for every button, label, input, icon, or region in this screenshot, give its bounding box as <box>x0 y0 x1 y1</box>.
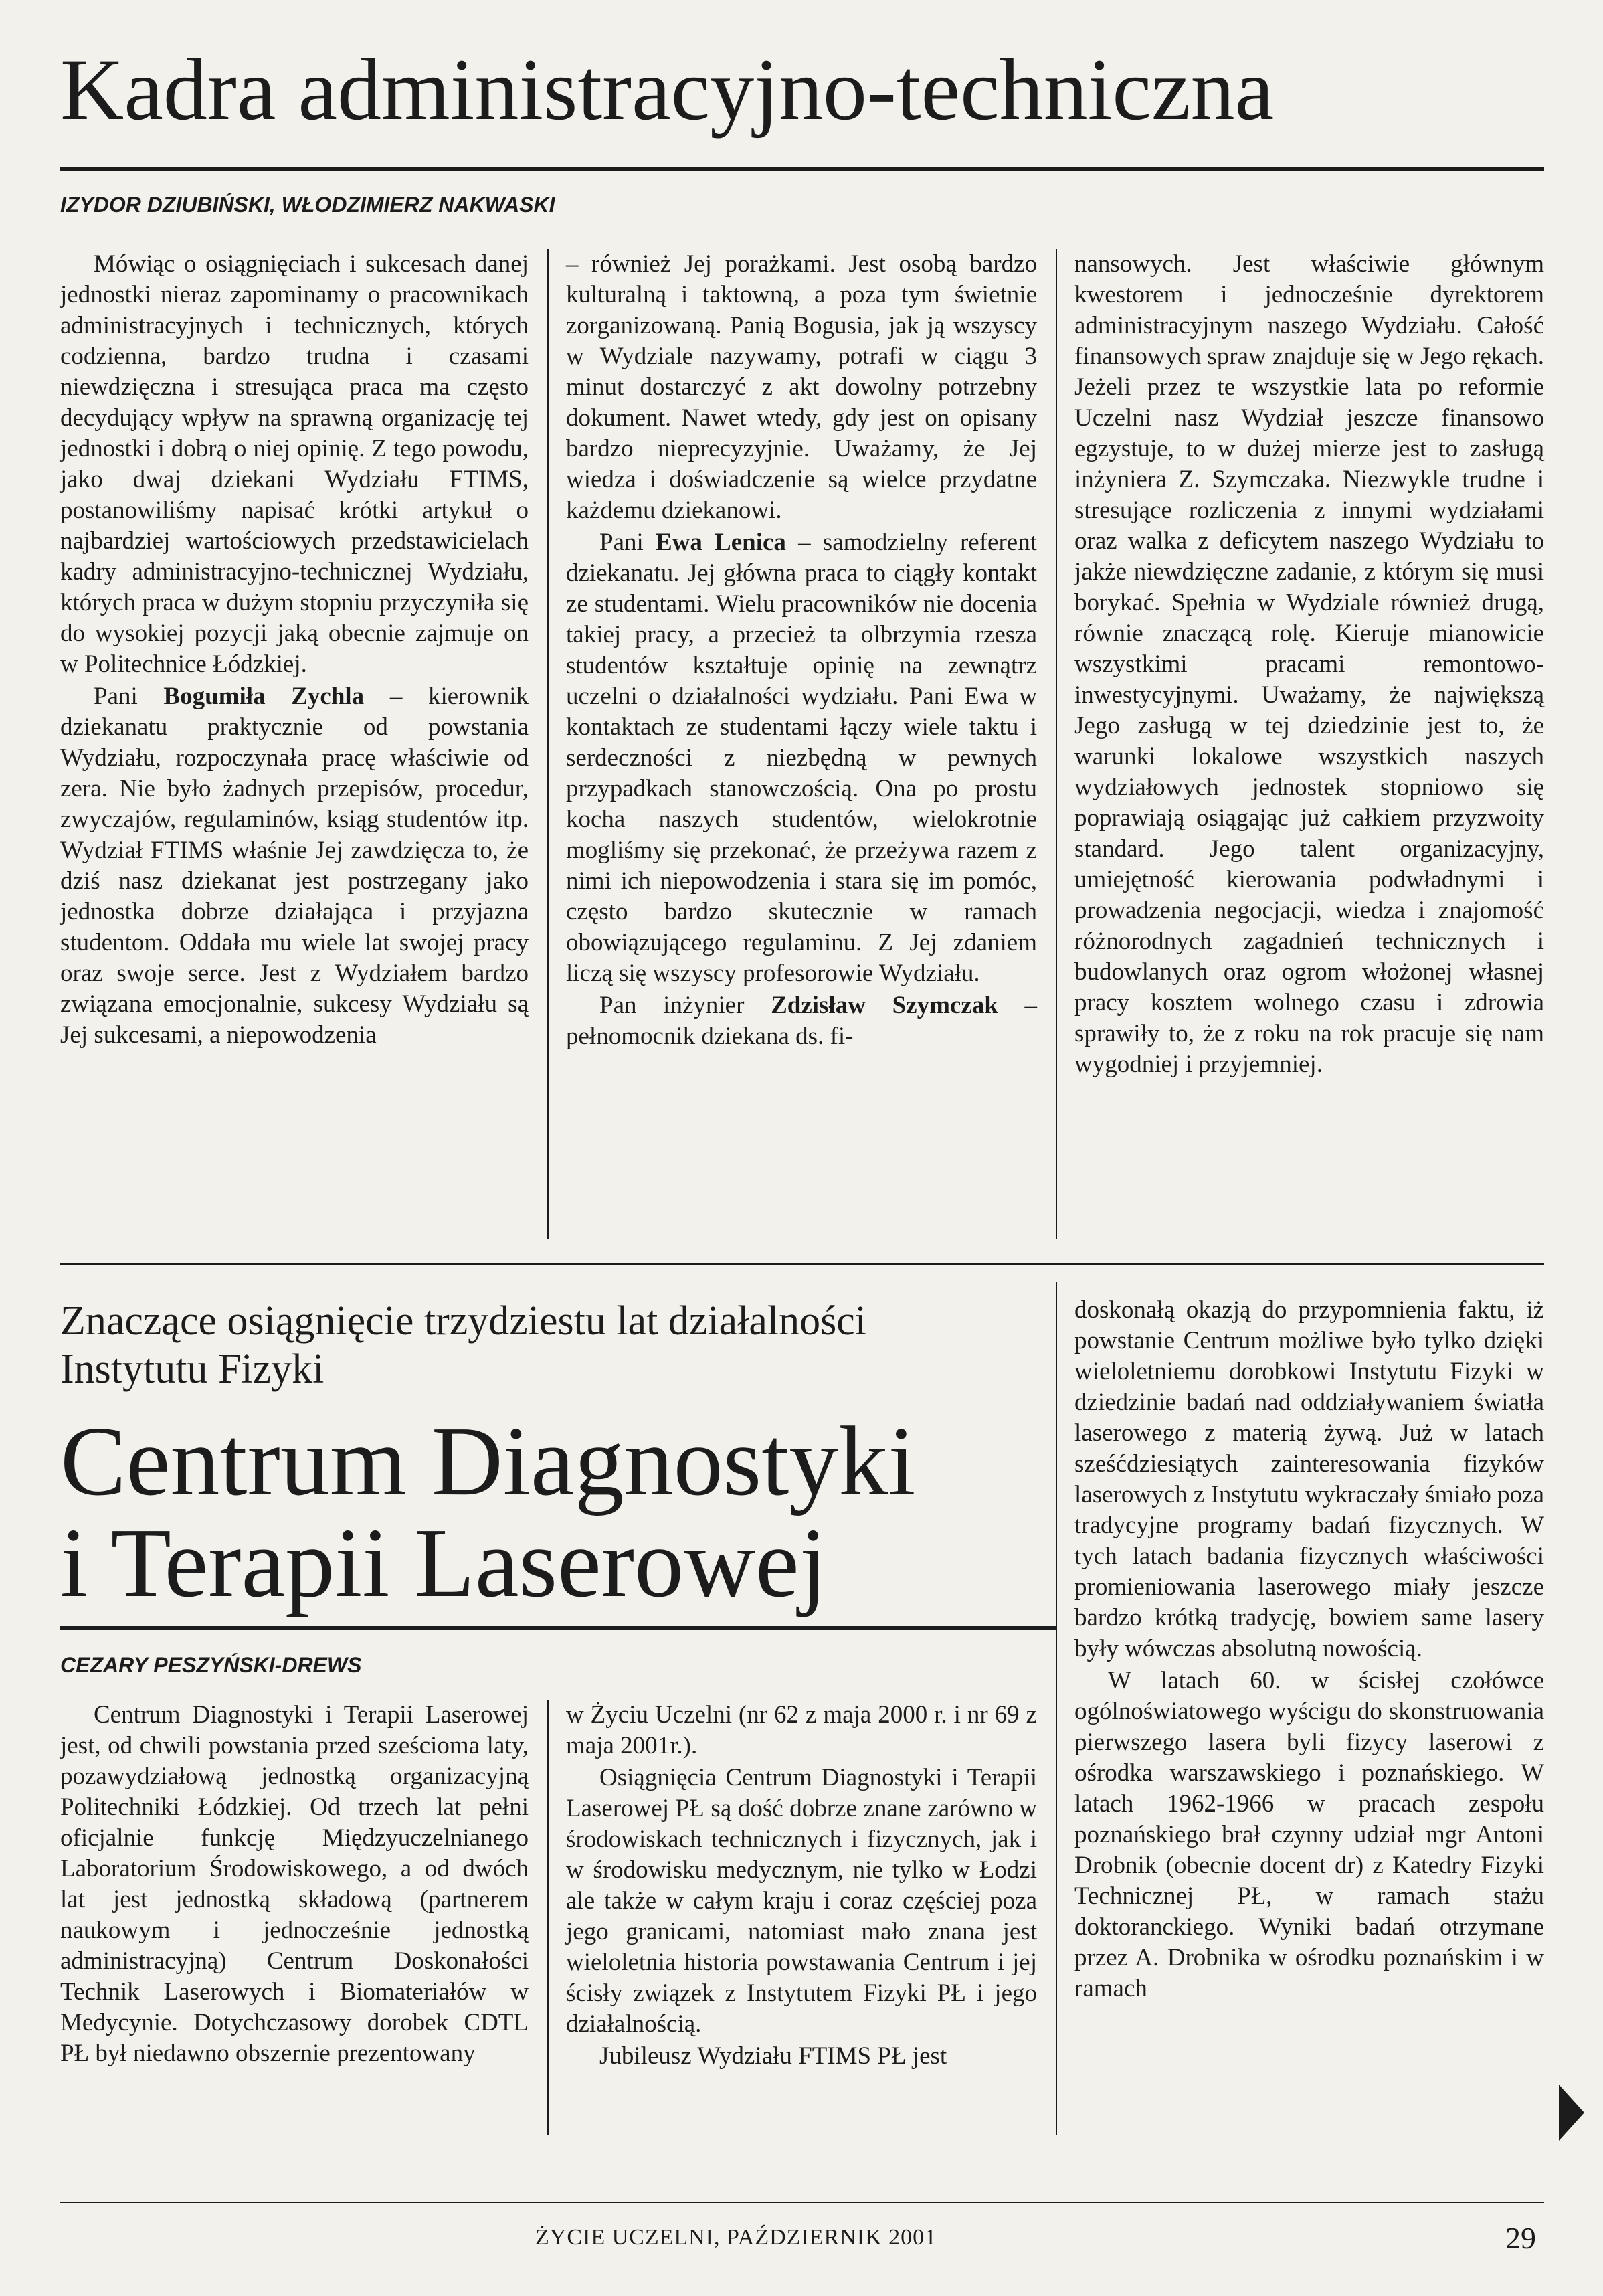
text-run: Jubileusz Wydziału FTIMS PŁ jest <box>599 2042 947 2070</box>
person-name: Zdzisław Szymczak <box>771 992 998 1019</box>
person-name: Bogumiła Zychla <box>163 683 365 710</box>
paragraph <box>566 990 1037 1052</box>
text-run: – pełnomocnik dziekana ds. fi- <box>566 992 1037 1050</box>
article2-subtitle <box>60 1297 1070 1393</box>
text-run: Pani <box>94 683 164 710</box>
paragraph <box>1074 249 1544 1080</box>
article2-column-1 <box>60 1700 529 2069</box>
paragraph <box>1074 1295 1544 1664</box>
text-run: – samodzielny referent dziekanatu. Jej główna praca to ciągły kontakt ze studentami. Wielu pracowników nie docenia takiej pracy, a przecież ta olbrzymia rzesza studentów kształtuje opinię na zewnątrz uczelni o działalności wydziału. Pani Ewa w kontaktach ze studentami łączy wiele taktu i serdeczności z niezbędną w pewnych przypadkach stanowczością. Ona po prostu kocha naszych studentów, wielokrotnie mogliśmy się przekonać, że przeżywa razem z nimi ich niepowodzenia i stara się im pomóc, często bardzo skutecznie w ramach obowiązującego regulaminu. Z Jej zdaniem liczą się wszyscy profesorowie Wydziału. <box>566 529 1037 987</box>
text-run: doskonałą okazją do przypomnienia faktu, iż powstanie Centrum możliwe było tylko dzięki wieloletniemu dorobkowi Instytutu Fizyki w dziedzinie badań nad oddziaływaniem światła laserowego z materią żywą. Już w latach sześćdziesiątych zainteresowania fizyków laserowych z Instytutu wykraczały śmiało poza tradycyjne programy badań fizycznych. W tych latach badania fizycznych właściwości promieniowania laserowego miały jeszcze bardzo krótką tradycję, bowiem same lasery były wówczas absolutną nowością. <box>1074 1296 1544 1662</box>
text-run: – kierownik dziekanatu praktycznie od powstania Wydziału, rozpoczynała pracę właściwie od zera. Nie było żadnych przepisów, procedur, zwyczajów, regulaminów, ksiąg studentów itp. Wydział FTIMS właśnie Jej zawdzięcza to, że dziś nasz dziekanat jest postrzegany jako jednostka dobrze działająca i przyjazna studentom. Oddała mu wiele lat swojej pracy oraz swoje serce. Jest z Wydziałem bardzo związana emocjonalnie, sukcesy Wydziału są Jej sukcesami, a niepowodzenia <box>60 683 529 1049</box>
article2-title <box>60 1407 1070 1618</box>
paragraph <box>60 1700 529 2069</box>
article2-author: CEZARY PESZYŃSKI-DREWS <box>60 1653 362 1677</box>
column-divider <box>1056 1282 1057 2135</box>
paragraph <box>60 249 529 680</box>
column-divider <box>547 1700 549 2135</box>
text-run: Pani <box>599 529 656 556</box>
article1-column-2 <box>566 249 1037 1052</box>
footer-rule <box>60 2202 1544 2203</box>
subtitle-line-1: Znaczące osiągnięcie trzydziestu lat działalności <box>60 1298 866 1344</box>
article-title: Kadra administracyjno-techniczna <box>60 40 1275 139</box>
title-line-1: Centrum Diagnostyki <box>60 1407 916 1516</box>
subtitle-line-2: Instytutu Fizyki <box>60 1346 324 1392</box>
title-rule <box>60 1626 1057 1630</box>
text-run: Osiągnięcia Centrum Diagnostyki i Terapii Laserowej PŁ są dość dobrze znane zarówno w środowiskach technicznych i fizycznych, jak i w środowisku medycznym, nie tylko w Łodzi ale także w całym kraju i coraz częściej poza jego granicami, natomiast mało znana jest wieloletnia historia powstawania Centrum i jej ścisły związek z Instytutem Fizyki PŁ i jego działalnością. <box>566 1764 1037 2038</box>
article2-column-2 <box>566 1700 1037 2072</box>
paragraph <box>60 681 529 1051</box>
column-divider <box>1056 249 1057 1239</box>
section-rule <box>60 1263 1544 1265</box>
column-divider <box>547 249 549 1239</box>
paragraph <box>1074 1666 1544 2004</box>
paragraph <box>566 1700 1037 1761</box>
paragraph <box>566 2041 1037 2072</box>
person-name: Ewa Lenica <box>655 529 786 556</box>
continue-arrow-icon <box>1559 2085 1584 2141</box>
title-rule <box>60 167 1544 171</box>
page-number: 29 <box>1505 2221 1536 2255</box>
text-run: – również Jej porażkami. Jest osobą bardzo kulturalną i taktowną, a poza tym świetnie zorganizowaną. Panią Bogusia, jak ją wszyscy w Wydziale nazywamy, potrafi w ciągu 3 minut dostarczyć z akt dowolny potrzebny dokument. Nawet wtedy, gdy jest on opisany bardzo nieprecyzyjnie. Uważamy, że Jej wiedza i doświadczenie są wielce przydatne każdemu dziekanowi. <box>566 250 1037 524</box>
article1-column-3 <box>1074 249 1544 1080</box>
footer-journal: ŻYCIE UCZELNI, PAŹDZIERNIK 2001 <box>535 2225 937 2250</box>
text-run: w Życiu Uczelni (nr 62 z maja 2000 r. i nr 69 z maja 2001r.). <box>566 1701 1037 1759</box>
text-run: Mówiąc o osiągnięciach i sukcesach danej jednostki nieraz zapominamy o pracownikach administracyjnych i technicznych, których codzienna, bardzo trudna i czasami niewdzięczna i stresująca praca ma często decydujący wpływ na sprawną organizację tej jednostki i dobrą o niej opinię. Z tego powodu, jako dwaj dziekani Wydziału FTIMS, postanowiliśmy napisać krótki artykuł o najbardziej wartościowych przedstawicielach kadry administracyjno-technicznej Wydziału, których praca w dużym stopniu przyczyniła się do wysokiej pozycji jaką obecnie zajmuje on w Politechnice Łódzkiej. <box>60 250 529 678</box>
title-line-2: i Terapii Laserowej <box>60 1508 827 1618</box>
paragraph <box>566 249 1037 526</box>
article1-column-1 <box>60 249 529 1051</box>
paragraph <box>566 1763 1037 2040</box>
article2-column-3 <box>1074 1295 1544 2004</box>
text-run: Pan inżynier <box>599 992 771 1019</box>
text-run: Centrum Diagnostyki i Terapii Laserowej jest, od chwili powstania przed sześcioma laty, pozawydziałową jednostką organizacyjną Politechniki Łódzkiej. Od trzech lat pełni oficjalnie funkcję Międzyuczelnianego Laboratorium Środowiskowego, a od dwóch lat jest jednostką składową (partnerem naukowym i jednocześnie jednostką administracyjną) Centrum Doskonałości Technik Laserowych i Biomateriałów w Medycynie. Dotychczasowy dorobek CDTL PŁ był niedawno obszernie prezentowany <box>60 1701 529 2067</box>
text-run: nansowych. Jest właściwie głównym kwestorem i jednocześnie dyrektorem administracyjnym naszego Wydziału. Całość finansowych spraw znajduje się w Jego rękach. Jeżeli przez te wszystkie lata po reformie Uczelni nasz Wydział jeszcze finansowo egzystuje, to w dużej mierze jest to zasługą inżyniera Z. Szymczaka. Niezwykle trudne i stresujące rozliczenia z innymi wydziałami oraz walka z deficytem naszego Wydziału to jakże niewdzięczne zadanie, z którym się musi borykać. Spełnia w Wydziale również drugą, równie znaczącą rolę. Kieruje mianowicie wszystkimi pracami remontowo-inwestycyjnymi. Uważamy, że największą Jego zasługą w tej dziedzinie jest to, że warunki lokalowe wszystkich naszych wydziałowych jednostek stopniowo się poprawiają osiągając już całkiem przyzwoity standard. Jego talent organizacyjny, umiejętność kierowania podwładnymi i prowadzenia negocjacji, wiedza i znajomość różnorodnych zagadnień technicznych i budowlanych oraz ogrom włożonej własnej pracy kosztem wolnego czasu i zdrowia sprawiły to, że z roku na rok pracuje się nam wygodniej i przyjemniej. <box>1074 250 1544 1078</box>
text-run: W latach 60. w ścisłej czołówce ogólnoświatowego wyścigu do skonstruowania pierwszego lasera byli fizycy laserowi z ośrodka warszawskiego i poznańskiego. W latach 1962-1966 w pracach zespołu poznańskiego brał czynny udział mgr Antoni Drobnik (obecnie docent dr) z Katedry Fizyki Technicznej PŁ, w ramach stażu doktoranckiego. Wyniki badań otrzymane przez A. Drobnika w ośrodku poznańskim i w ramach <box>1074 1667 1544 2002</box>
article-authors: IZYDOR DZIUBIŃSKI, WŁODZIMIERZ NAKWASKI <box>60 193 555 217</box>
paragraph <box>566 527 1037 989</box>
